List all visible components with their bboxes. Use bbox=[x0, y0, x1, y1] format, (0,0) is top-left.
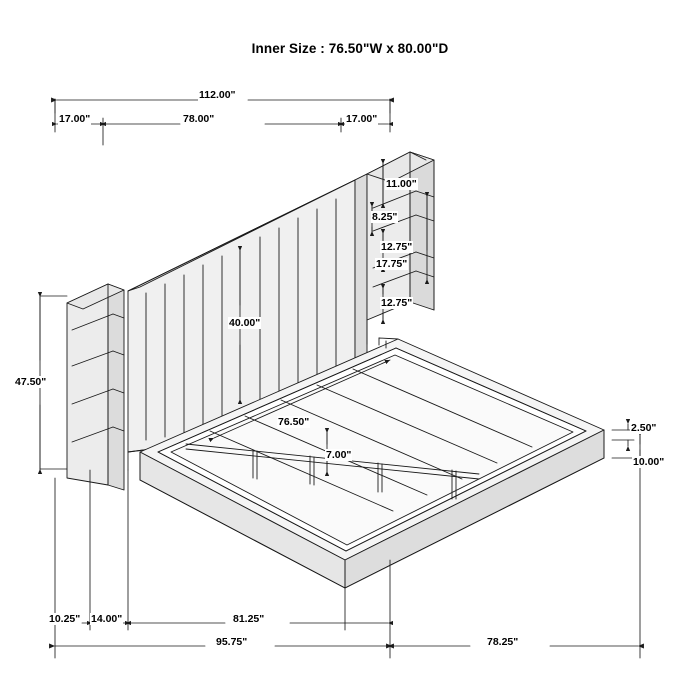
dim-overall-width: 112.00" bbox=[199, 89, 236, 101]
dim-shelf-fourth-height: 12.75" bbox=[381, 297, 413, 309]
page-title: Inner Size : 76.50"W x 80.00"D bbox=[251, 41, 449, 56]
dim-shelf-second-height: 8.25" bbox=[372, 211, 398, 223]
dim-rail-height: 10.00" bbox=[633, 456, 665, 468]
dim-inner-width: 76.50" bbox=[278, 416, 310, 428]
dim-bed-length-inner: 81.25" bbox=[233, 613, 265, 625]
dim-headboard-depth: 14.00" bbox=[91, 613, 123, 625]
dim-slat-clearance: 7.00" bbox=[326, 449, 352, 461]
dim-bed-length-side: 78.25" bbox=[487, 636, 519, 648]
dim-rail-thickness: 2.50" bbox=[631, 422, 657, 434]
dim-shelf-span-height: 17.75" bbox=[376, 258, 408, 270]
dim-overall-height: 47.50" bbox=[15, 376, 47, 388]
dim-left-panel-depth: 10.25" bbox=[49, 613, 81, 625]
dim-right-panel-width: 17.00" bbox=[346, 113, 378, 125]
dim-shelf-top-height: 11.00" bbox=[386, 178, 417, 190]
dim-bed-length-front: 95.75" bbox=[216, 636, 248, 648]
dim-headboard-panel-height: 40.00" bbox=[229, 317, 261, 329]
bed-geometry bbox=[67, 152, 604, 588]
dim-headboard-width: 78.00" bbox=[183, 113, 215, 125]
dim-left-panel-width: 17.00" bbox=[59, 113, 91, 125]
dim-shelf-third-height: 12.75" bbox=[381, 241, 413, 253]
